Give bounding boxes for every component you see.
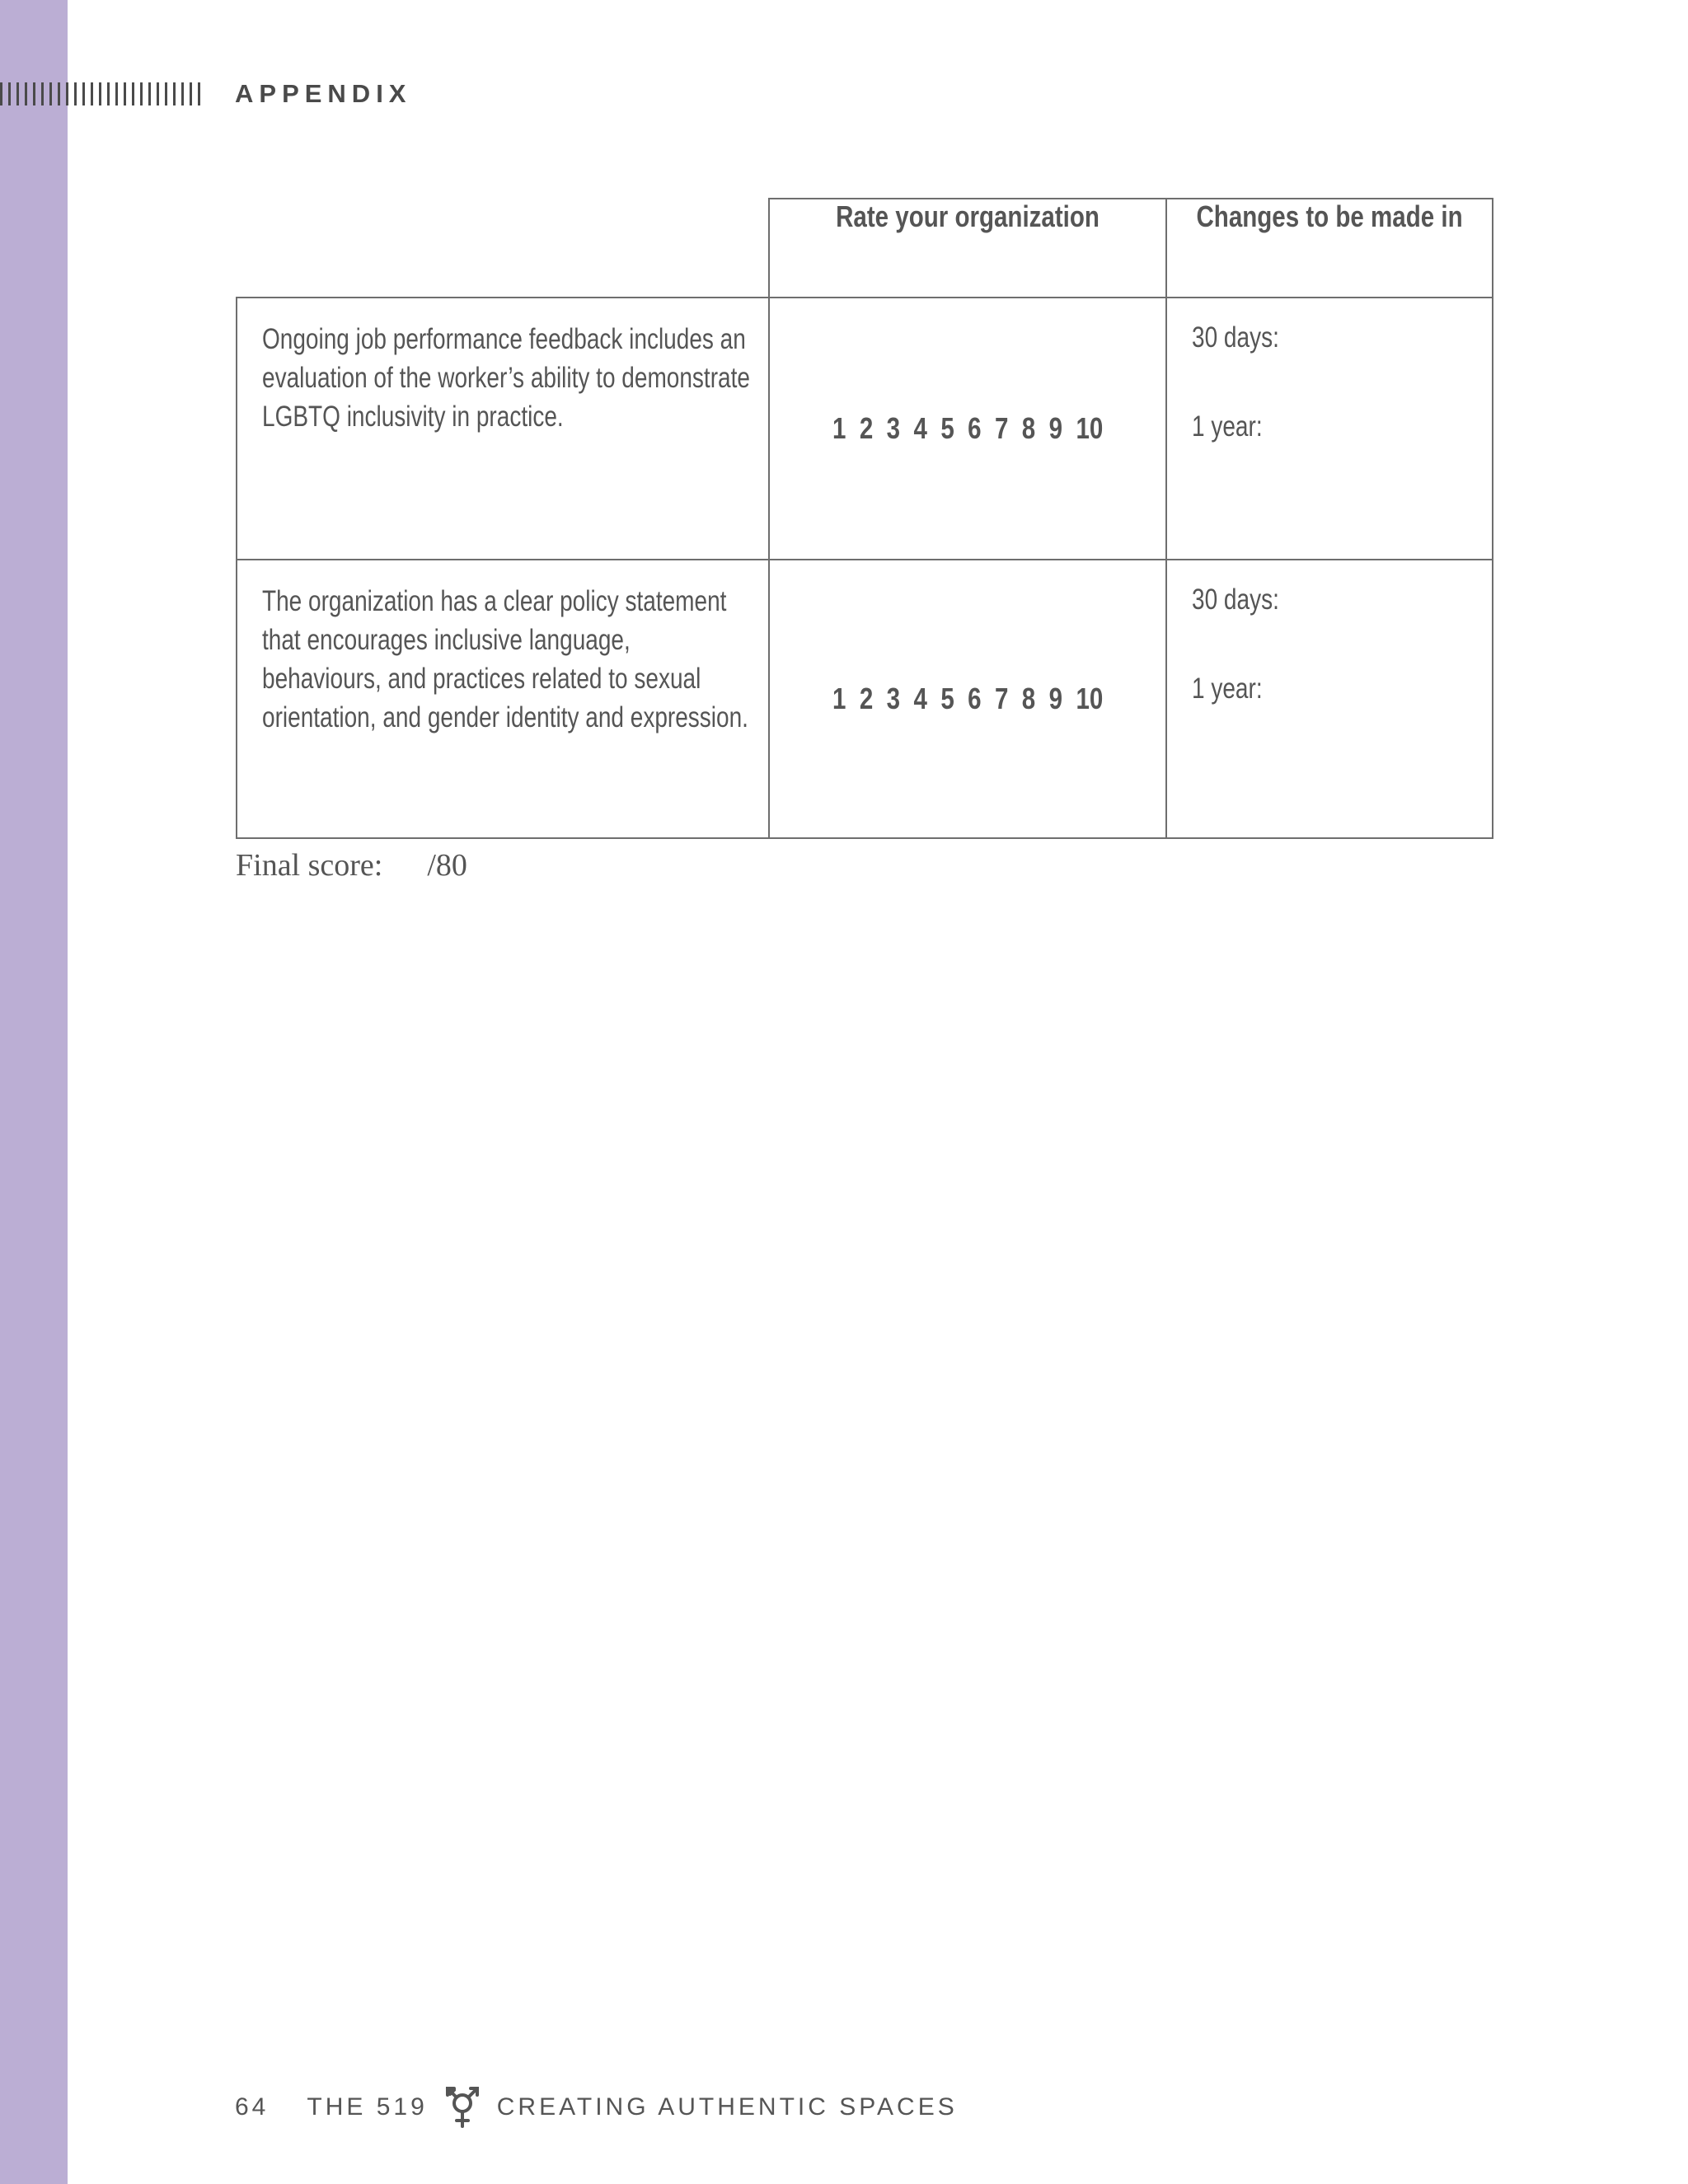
final-score-label: Final score: [236, 848, 383, 883]
final-score-total: /80 [427, 848, 467, 883]
table-header-row [237, 199, 1493, 298]
rating-option-3[interactable]: 3 [886, 682, 900, 715]
change-1-year[interactable]: 1 year: [1192, 673, 1263, 705]
changes-header [1166, 199, 1493, 298]
rating-option-7[interactable]: 7 [994, 411, 1009, 445]
criterion-cell [237, 298, 769, 560]
rating-option-4[interactable]: 4 [913, 411, 927, 445]
rating-scale-cell [769, 560, 1166, 838]
rating-option-5[interactable]: 5 [940, 411, 954, 445]
rating-option-3[interactable]: 3 [886, 411, 900, 445]
rate-header-label: Rate your organization [836, 199, 1100, 233]
final-score [236, 846, 467, 885]
rating-option-9[interactable]: 9 [1048, 411, 1062, 445]
page-number: 64 [235, 2093, 270, 2121]
rating-option-2[interactable]: 2 [859, 682, 874, 715]
rating-scale-cell [769, 298, 1166, 560]
rating-scale [826, 411, 1110, 446]
publication-title: CREATING AUTHENTIC SPACES [496, 2093, 958, 2121]
rating-option-5[interactable]: 5 [940, 682, 954, 715]
blank-header-cell [237, 199, 769, 298]
changes-cell [1166, 560, 1493, 838]
change-30-days[interactable]: 30 days: [1192, 583, 1279, 616]
rating-option-10[interactable]: 10 [1076, 682, 1104, 715]
criterion-text: The organization has a clear policy statement that encourages inclusive language, behaviours, and practices related to sexual orientation, and gender identity and expression. [262, 585, 748, 733]
change-30-days[interactable]: 30 days: [1192, 321, 1279, 354]
criterion-cell [237, 560, 769, 838]
rating-option-1[interactable]: 1 [832, 682, 846, 715]
header-tick-marks [0, 82, 202, 105]
rating-table [236, 198, 1493, 839]
rating-option-2[interactable]: 2 [859, 411, 874, 445]
rate-header [769, 199, 1166, 298]
rating-option-8[interactable]: 8 [1021, 411, 1036, 445]
rating-option-9[interactable]: 9 [1048, 682, 1062, 715]
rating-option-8[interactable]: 8 [1021, 682, 1036, 715]
page-footer [235, 2087, 958, 2128]
rating-option-7[interactable]: 7 [994, 682, 1009, 715]
rating-option-6[interactable]: 6 [967, 411, 982, 445]
rating-option-10[interactable]: 10 [1076, 411, 1104, 445]
sidebar-accent-bar [0, 0, 68, 2184]
org-name: THE 519 [307, 2093, 428, 2121]
rating-option-6[interactable]: 6 [967, 682, 982, 715]
rating-scale [826, 682, 1110, 716]
change-1-year[interactable]: 1 year: [1192, 410, 1263, 443]
rating-option-1[interactable]: 1 [832, 411, 846, 445]
criterion-text: Ongoing job performance feedback includes an evaluation of the worker’s ability to demonstrate LGBTQ inclusivity in practice. [262, 323, 750, 433]
table-row [237, 560, 1493, 838]
transgender-symbol-icon [443, 2087, 482, 2128]
rating-option-4[interactable]: 4 [913, 682, 927, 715]
table-row [237, 298, 1493, 560]
changes-header-label: Changes to be made in [1196, 199, 1463, 233]
section-label: APPENDIX [235, 79, 412, 108]
changes-cell [1166, 298, 1493, 560]
